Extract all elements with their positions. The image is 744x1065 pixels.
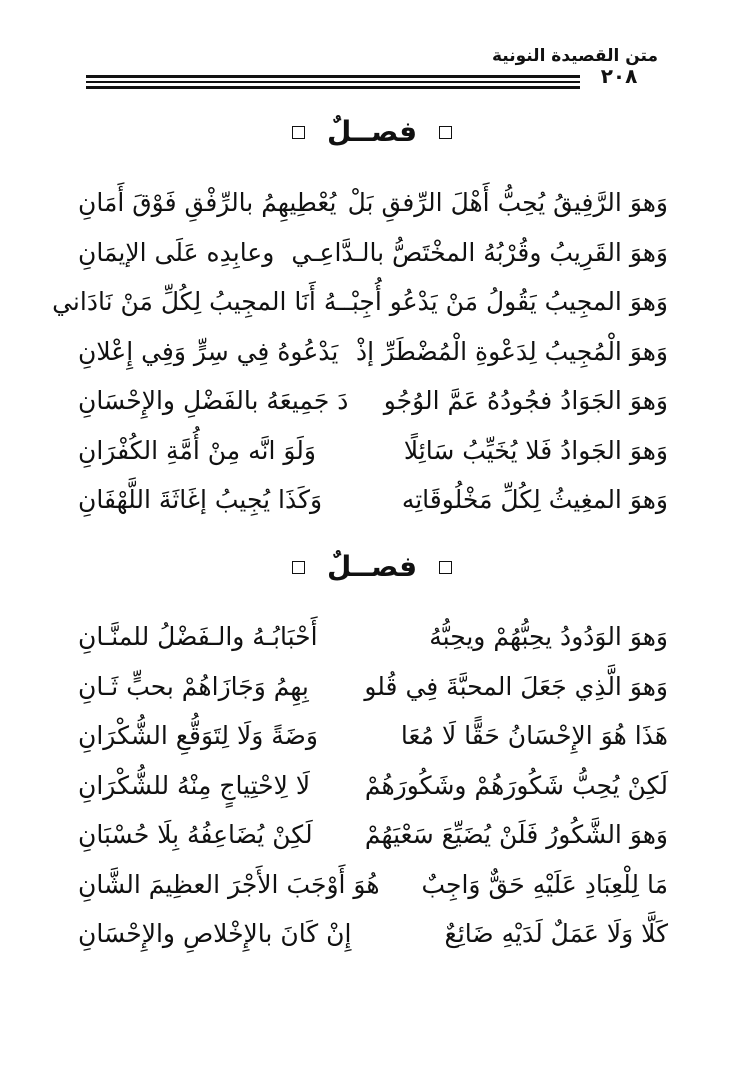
header-rule xyxy=(86,75,580,78)
verse-second-hemistich: يَدْعُوهُ فِي سِرٍّ وَفِي إِعْلانِ xyxy=(78,336,339,366)
verse-second-hemistich: ـهُ أَنَا المجِيبُ لِكُلِّ مَنْ نَادَاني xyxy=(52,287,345,317)
verse-line xyxy=(78,228,668,278)
verse-second-hemistich: وعابِدِه عَلَى الإيمَانِ xyxy=(78,237,275,267)
verse-line xyxy=(78,612,668,662)
header-rule xyxy=(86,81,580,83)
verse-first-hemistich: لَكِنْ يُحِبُّ شَكُورَهُمْ وشَكُورَهُمْ xyxy=(364,770,668,800)
verse-second-hemistich: هُوَ أَوْجَبَ الأَجْرَ العظِيمَ الشَّانِ xyxy=(78,869,380,899)
verse-second-hemistich: بِهِمُ وَجَازَاهُمْ بحبٍّ ثَـانِ xyxy=(78,671,309,701)
square-ornament-icon xyxy=(292,126,305,139)
verse-second-hemistich: وَكَذَا يُجِيبُ إغَاثَةَ اللَّهْفَانِ xyxy=(78,485,323,515)
square-ornament-icon xyxy=(439,561,452,574)
verse-line xyxy=(52,277,668,327)
verse-line xyxy=(78,711,668,761)
square-ornament-icon xyxy=(439,126,452,139)
verse-second-hemistich: أَحْبَابُـهُ والـفَضْلُ للمنَّـانِ xyxy=(78,622,318,652)
page-number: ٢٠٨ xyxy=(600,64,638,88)
section-title: فصــلٌ xyxy=(326,550,418,583)
square-ornament-icon xyxy=(292,561,305,574)
verse-line xyxy=(78,662,668,712)
verse-first-hemistich: وَهوَ الجَوَادُ فجُودُهُ عَمَّ الوُجُو xyxy=(383,386,668,416)
header-rule xyxy=(86,86,580,89)
verse-list xyxy=(52,178,668,525)
section-title: فصــلٌ xyxy=(326,115,418,148)
verse-second-hemistich: إِنْ كَانَ بالإِخْلاصِ والإِحْسَانِ xyxy=(78,919,352,949)
verse-second-hemistich: وَضَةً وَلَا لِتَوَقُّعِ الشُّكْرَانِ xyxy=(78,721,318,751)
verse-first-hemistich: وَهوَ الَّذِي جَعَلَ المحبَّةَ فِي قُلو xyxy=(364,671,668,701)
verse-second-hemistich: لَكِنْ يُضَاعِفُهُ بِلَا حُسْبَانِ xyxy=(78,820,313,850)
verse-list xyxy=(78,612,668,959)
verse-line xyxy=(78,178,668,228)
verse-first-hemistich: هَذَا هُوَ الإِحْسَانُ حَقًّا لَا مُعَا xyxy=(400,721,668,751)
verse-line xyxy=(78,475,668,525)
verse-line xyxy=(78,761,668,811)
verse-first-hemistich: وَهوَ الوَدُودُ يحِبُّهُمْ ويحِبُّهُ xyxy=(429,622,668,652)
verse-line xyxy=(78,810,668,860)
verse-line xyxy=(78,909,668,959)
verse-line xyxy=(78,426,668,476)
verse-first-hemistich: مَا لِلْعِبَادِ عَلَيْهِ حَقٌّ وَاجِبٌ xyxy=(421,869,668,899)
verse-second-hemistich: دَ جَمِيعَهُ بالفَضْلِ والإِحْسَانِ xyxy=(78,386,349,416)
verse-line xyxy=(78,860,668,910)
verse-first-hemistich: وَهوَ المجِيبُ يَقُولُ مَنْ يَدْعُو أُجِبْـ xyxy=(344,287,668,317)
section-heading xyxy=(0,550,744,583)
verse-first-hemistich: وَهوَ الجَوادُ فَلا يُخَيِّبُ سَائِلًا xyxy=(403,435,668,465)
verse-first-hemistich: وَهوَ القَرِيبُ وقُرْبُهُ المخْتَصُّ بالـدَّاعِـي xyxy=(291,237,668,267)
verse-line xyxy=(78,376,668,426)
verse-second-hemistich: وَلَوَ انَّه مِنْ أُمَّةِ الكُفْرَانِ xyxy=(78,435,316,465)
verse-first-hemistich: وَهوَ الْمُجِيبُ لِدَعْوةِ الْمُضْطَرِّ إذْ xyxy=(356,336,668,366)
verse-second-hemistich: لَا لِاحْتِياجٍ مِنْهُ للشُّكْرَانِ xyxy=(78,770,311,800)
verse-first-hemistich: كَلَّا وَلَا عَمَلٌ لَدَيْهِ ضَائِعٌ xyxy=(444,919,668,949)
verse-first-hemistich: وَهوَ الشَّكُورُ فَلَنْ يُضَيِّعَ سَعْيَهُمْ xyxy=(364,820,668,850)
verse-first-hemistich: وَهوَ الرَّفِيقُ يُحِبُّ أَهْلَ الرِّفقِ بَلْ xyxy=(347,188,668,218)
verse-second-hemistich: يُعْطِيهِمُ بالرِّفْقِ فَوْقَ أَمَانِ xyxy=(78,188,337,218)
verse-first-hemistich: وَهوَ المغِيثُ لِكُلِّ مَخْلُوقَاتِه xyxy=(401,485,668,515)
verse-line xyxy=(78,327,668,377)
section-heading xyxy=(0,115,744,148)
running-title: متن القصيدة النونية xyxy=(491,46,658,66)
